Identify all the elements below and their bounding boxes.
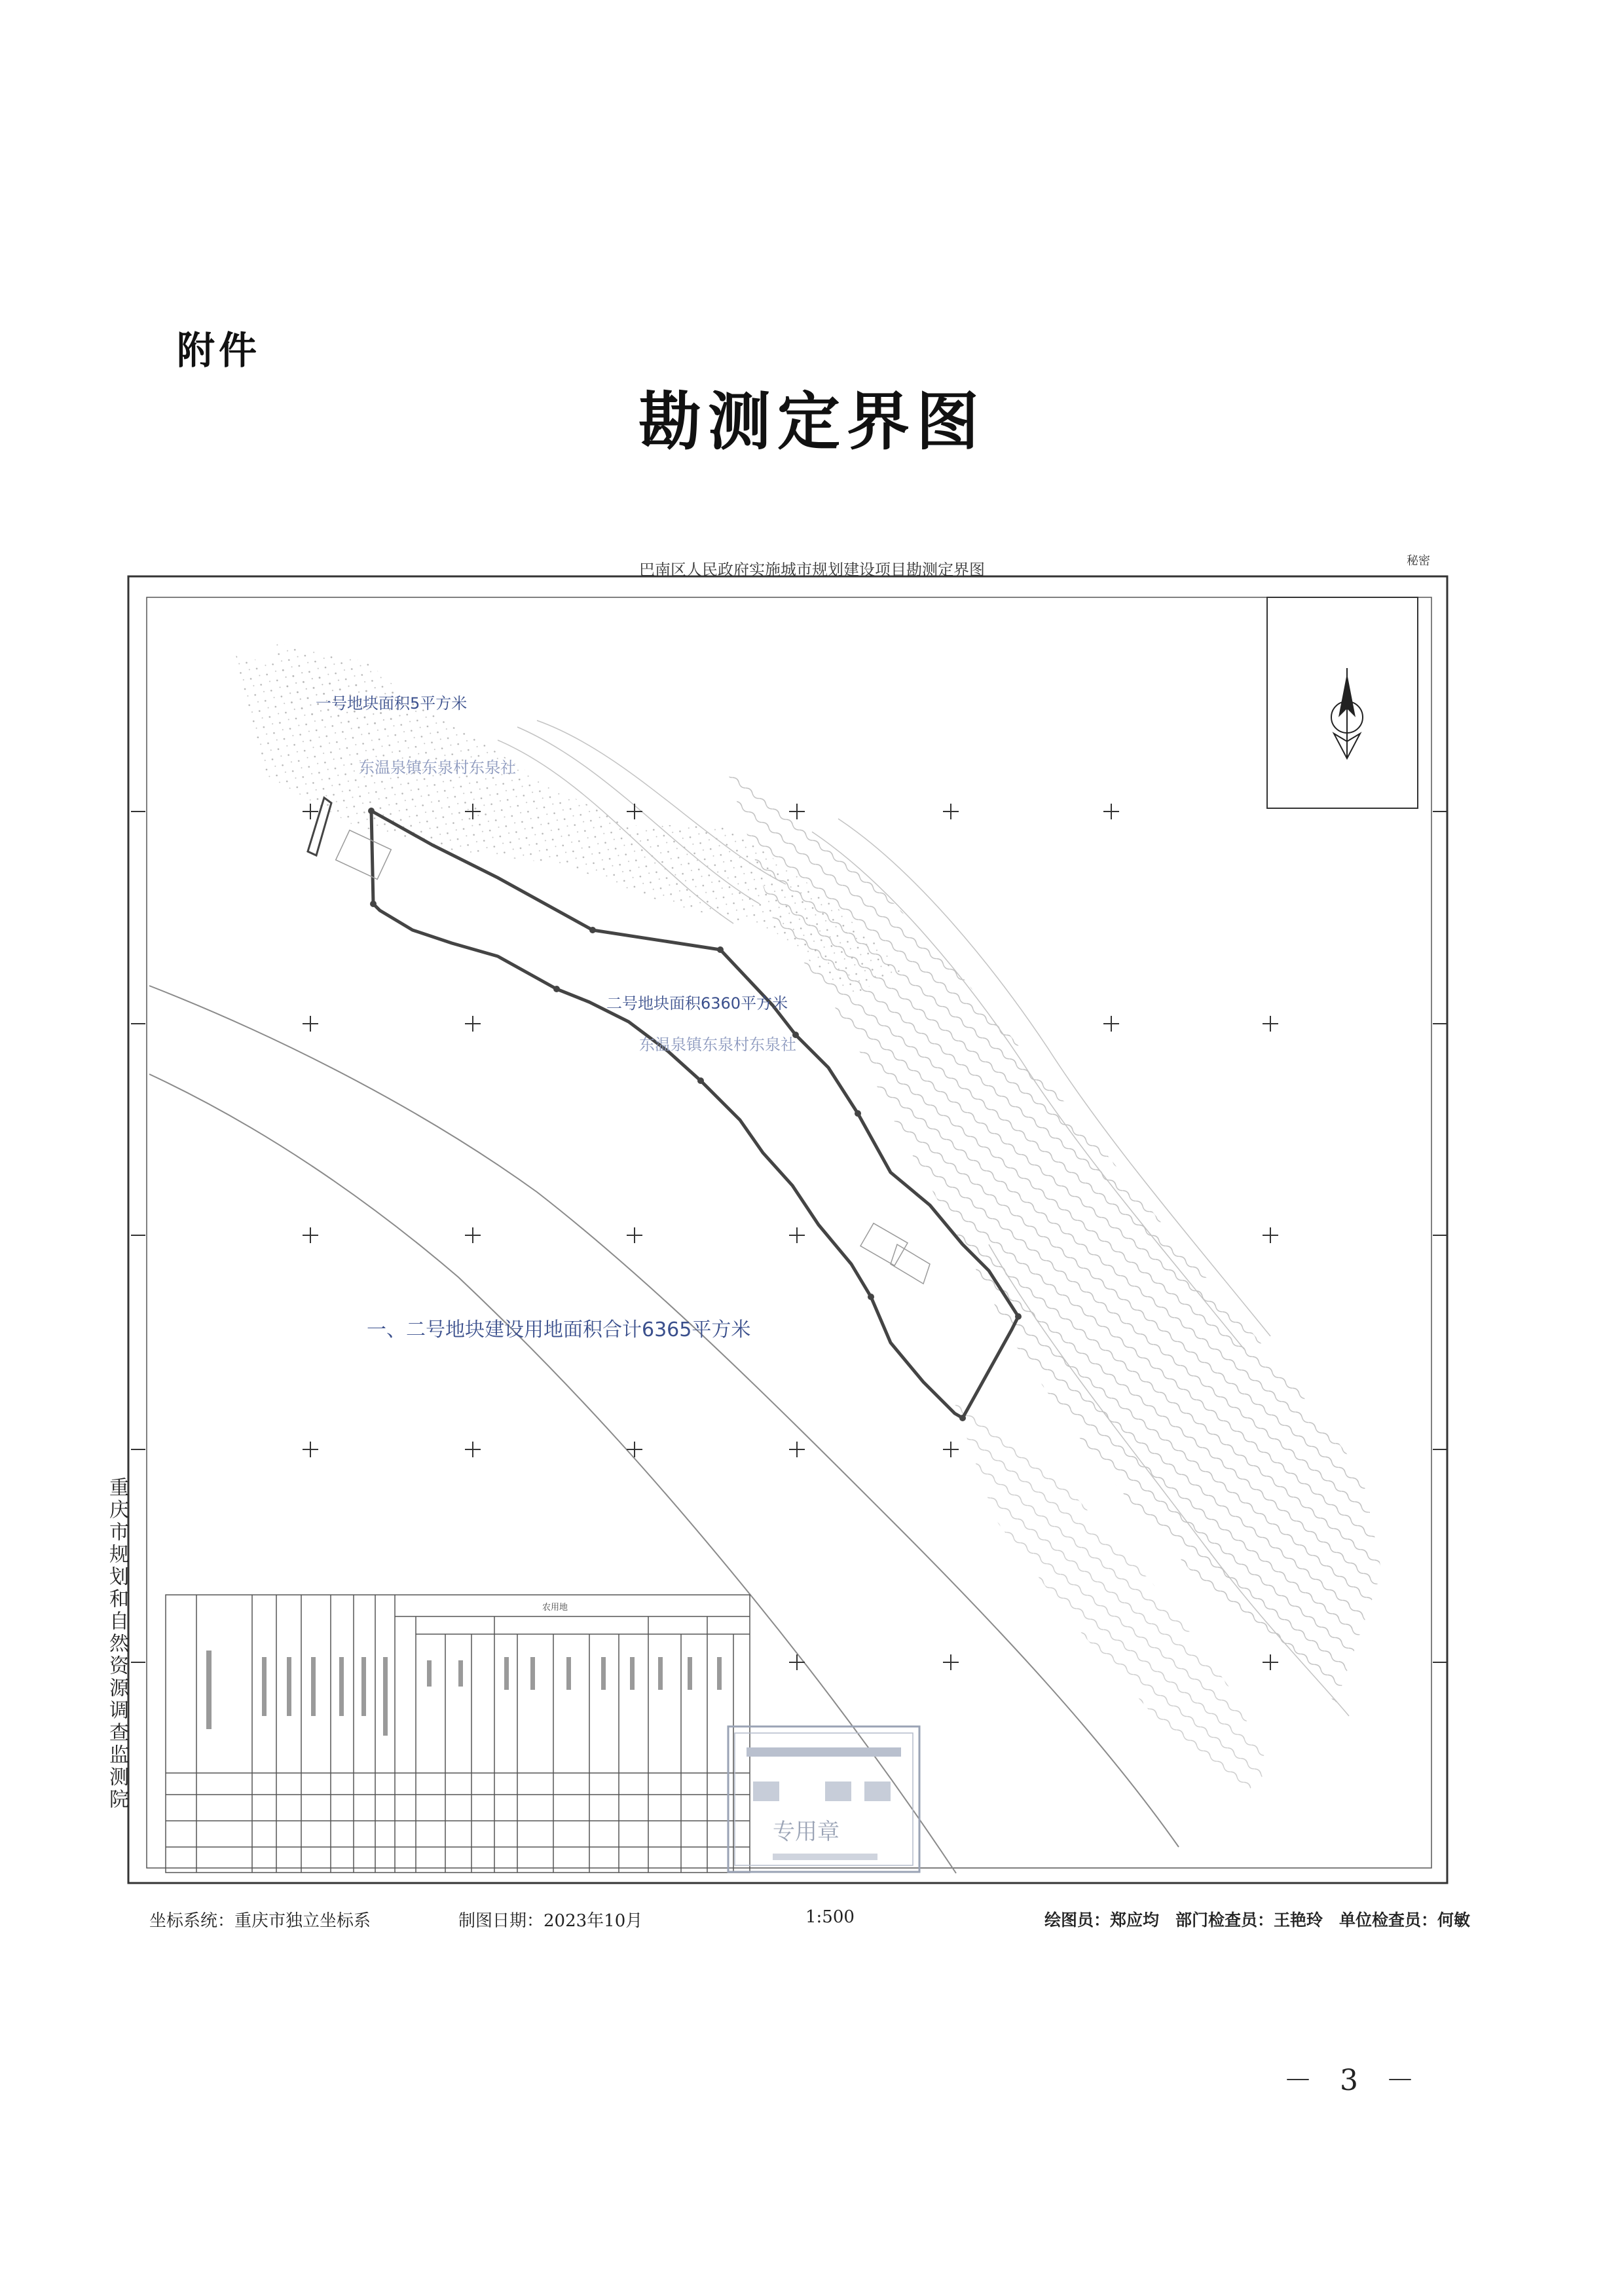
parcel-1-village: 东温泉镇东泉村东泉社: [359, 758, 516, 777]
coordinate-system: 坐标系统：重庆市独立坐标系: [149, 1911, 371, 1931]
organization-vertical: 重庆市规划和自然资源调查监测院: [105, 1477, 128, 1811]
map-scale: 1:500: [805, 1907, 855, 1927]
north-arrow-box: [1267, 597, 1418, 808]
map-title: 巴南区人民政府实施城市规划建设项目勘测定界图: [639, 561, 985, 579]
table-header-label: 农用地: [542, 1603, 568, 1613]
total-area-label: 一、二号地块建设用地面积合计6365平方米: [367, 1318, 751, 1341]
official-stamp: [728, 1726, 919, 1872]
north-arrow-icon: [1331, 668, 1363, 758]
secret-mark: 秘密: [1407, 554, 1430, 568]
page-number: － 3 －: [1283, 2064, 1424, 2097]
parcel-2-village: 东温泉镇东泉村东泉社: [639, 1036, 796, 1054]
parcel-1-label: 一号地块面积5平方米: [316, 694, 468, 713]
land-data-table: [166, 1595, 750, 1873]
attachment-label: 附件: [177, 328, 261, 373]
parcel-2-label: 二号地块面积6360平方米: [606, 994, 788, 1013]
table-cell-placeholders: [206, 1651, 722, 1736]
map-date: 制图日期：2023年10月: [458, 1911, 643, 1931]
document-title: 勘测定界图: [638, 384, 986, 458]
map-personnel: 绘图员：郑应均 部门检查员：王艳玲 单位检查员：何敏: [1044, 1911, 1471, 1930]
stamp-label: 专用章: [773, 1819, 840, 1845]
